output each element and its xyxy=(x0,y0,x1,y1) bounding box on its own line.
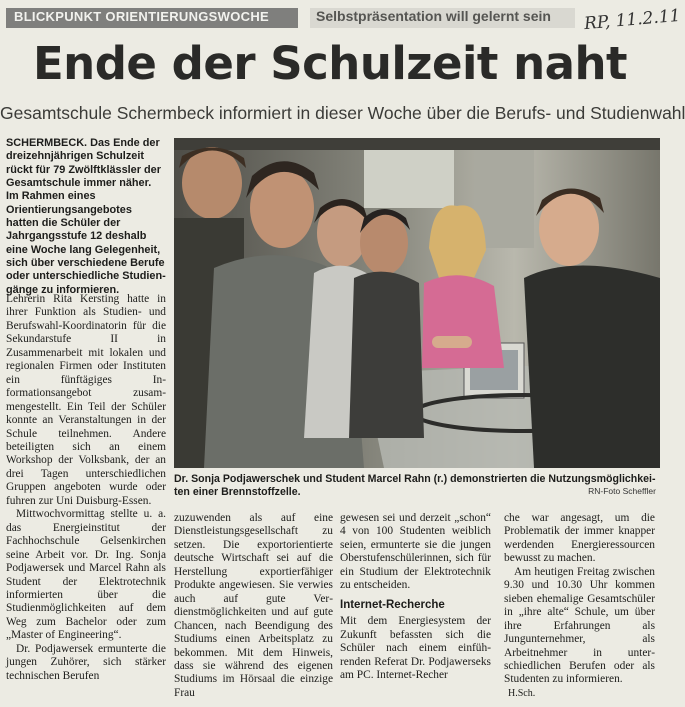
body-paragraph: zuzuwenden als auf eine Dienstleistungsgesellschaft zu setzen. Die exportorientierte deutsche Wirtschaft sei auf die Herstellung exportierfähiger Produkte angewiesen. Sie verwies auch auf gute Verdienstmöglichkeiten und auf gute Chancen, nach Beendigung des Studiums einen Arbeitsplatz zu bekommen. Mit dem Hinweis, dass sie während des eigenen Studiums im Hörsaal die einzige Frau xyxy=(174,512,333,699)
body-paragraph: Lehrerin Rita Kersting hatte in ihrer Funktion als Studien- und Berufswahl-Koordinatorin für die Sekundarstufe II in Zusammenarbeit mit lokalen und regionalen Firmen oder Instituten ein fünftägiges Informationsangebot zusammengestellt. Ein Teil der Schüler konnte an Veranstaltungen in der Schule teilnehmen. Andere beteiligten sich an einem Workshop der Volksbank, der an drei Tagen unterschiedlichen Gruppen angeboten wurde oder fuhren zur Uni Duisburg-Essen. xyxy=(6,293,166,507)
handwritten-date-note: RP, 11.2.11 xyxy=(583,5,682,35)
photo-caption: Dr. Sonja Podjawerschek und Student Marcel Rahn (r.) demonstrierten die Nutzungsmöglichkeiten einer Brennstoffzelle. xyxy=(174,473,656,498)
body-paragraph: che war angesagt, um die Problematik der immer knapper werdenden Energieressourcen bewusst zu machen. xyxy=(504,512,655,565)
crosshead: Internet-Recherche xyxy=(340,598,445,611)
photo-credit: RN-Foto Scheffler xyxy=(588,486,656,496)
body-column-4 xyxy=(504,512,655,687)
body-paragraph: Mittwochvormittag stellte u. a. das Energieinstitut der Fachhochschule Gelsenkirchen seine Arbeit vor. Dr. Ing. Sonja Podjawersek und Marcel Rahn als Student der Elektrotechnik informierten über die Studienmöglichkeiten auf dem Weg zum Bachelor oder zum „Master of Engineering“. xyxy=(6,508,166,642)
body-paragraph: Dr. Podjawersek ermunterte die jungen Zuhörer, sich stärker technischen Berufen xyxy=(6,642,166,682)
body-column-3 xyxy=(340,512,491,682)
body-paragraph: gewesen sei und derzeit „schon“ 4 von 100 Studenten weiblich seien, ermunterte sie die jungen Oberstufenschülerinnen, sich für ein Studium der Elektrotechnik zu entscheiden. xyxy=(340,512,491,592)
body-paragraph: Am heutigen Freitag zwischen 9.30 und 10.30 Uhr kommen sieben ehemalige Gesamtschüler in „ihre alte“ Schule, um über ihre Erfahrungen als Jungunternehmer, als Arbeitnehmer in unterschiedlichen Berufen oder als Studenten zu informieren. xyxy=(504,565,655,686)
section-subkicker: Selbstpräsentation will gelernt sein xyxy=(316,8,551,24)
body-column-2 xyxy=(174,512,333,700)
headline: Ende der Schulzeit naht xyxy=(32,37,628,90)
section-kicker: BLICKPUNKT ORIENTIERUNGSWOCHE xyxy=(14,9,269,24)
author-signature: H.Sch. xyxy=(508,688,536,699)
lead-paragraph: SCHERMBECK. Das Ende der dreizehnjährigen Schulzeit rückt für 79 Zwölftklässler der Gesamtschule immer näher. Im Rahmen eines Orientierungsangebotes hatten die Schüler der Jahrgangsstufe 12 deshalb eine Woche lang Gelegenheit, sich über verschiedene Berufe oder unterschiedliche Studiengänge zu informieren. xyxy=(6,137,166,296)
body-column-1 xyxy=(6,293,166,683)
article-photo xyxy=(174,138,660,468)
body-paragraph: Mit dem Energiesystem der Zukunft befassten sich die Schüler nach einem einführenden Referat Dr. Podjawerseks am PC. Internet-Recher xyxy=(340,615,491,681)
subheadline: Gesamtschule Schermbeck informiert in dieser Woche über die Berufs- und Studienwahl xyxy=(0,103,685,123)
photo-illustration xyxy=(174,138,660,468)
